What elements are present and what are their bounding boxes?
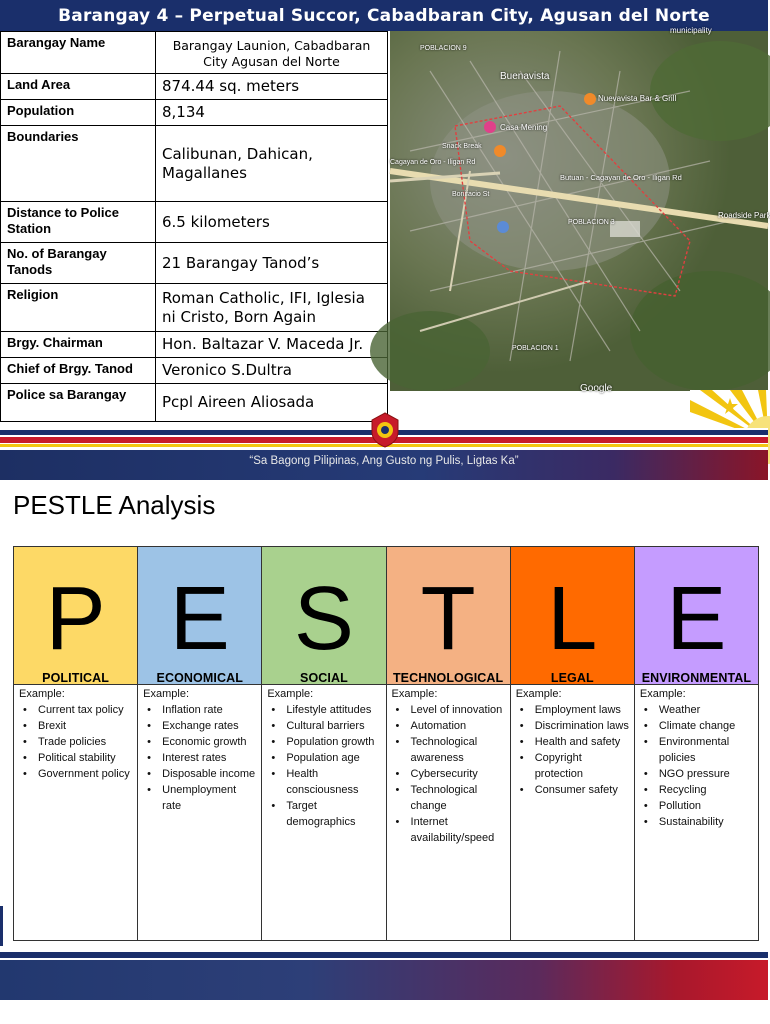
table-row (1, 126, 388, 202)
list-item: • Political stability (19, 750, 133, 766)
example-label: Example: (267, 688, 314, 700)
row-value: 6.5 kilometers (156, 202, 388, 243)
column-body (138, 685, 261, 940)
list-item: • Weather (640, 702, 754, 718)
list-item: • Health and safety (516, 734, 630, 750)
column-header (138, 547, 261, 685)
row-key: Chief of Brgy. Tanod (1, 358, 156, 384)
list-item: • Interest rates (143, 750, 257, 766)
column-letter: E (169, 569, 230, 669)
row-key: Land Area (1, 74, 156, 100)
row-value: Barangay Launion, Cabadbaran City Agusan del Norte (156, 32, 388, 74)
column-letter: E (666, 569, 727, 669)
barangay-profile-slide (0, 0, 768, 480)
row-value: Veronico S.Dultra (156, 358, 388, 384)
map-label-road-left: Cagayan de Oro - Iligan Rd (390, 159, 476, 166)
list-item: • Internet availability/speed (392, 814, 506, 846)
example-list (516, 702, 630, 798)
example-label: Example: (391, 688, 438, 700)
band-thick-stripe (0, 960, 768, 1000)
map-label-poblacion1: POBLACION 1 (512, 345, 559, 352)
list-item: • Environmental policies (640, 734, 754, 766)
example-list (143, 702, 257, 814)
column-header (262, 547, 385, 685)
list-item: • Economic growth (143, 734, 257, 750)
list-item: • Automation (392, 718, 506, 734)
list-item: • Employment laws (516, 702, 630, 718)
pestle-table (13, 546, 759, 941)
map-label-road-main: Butuan - Cagayan de Oro - Iligan Rd (560, 173, 682, 182)
table-row (1, 284, 388, 332)
example-label: Example: (19, 688, 65, 700)
column-letter: S (293, 569, 354, 669)
satellite-map[interactable] (390, 26, 770, 394)
row-key: Police sa Barangay (1, 384, 156, 422)
table-row (1, 358, 388, 384)
list-item: • Climate change (640, 718, 754, 734)
list-item: • Government policy (19, 766, 133, 782)
row-key: Religion (1, 284, 156, 332)
pestle-column-legal (511, 547, 635, 940)
motto-text: “Sa Bagong Pilipinas, Ang Gusto ng Pulis, Ligtas Ka” (249, 455, 519, 467)
list-item: • Technological change (392, 782, 506, 814)
pestle-column-technological (387, 547, 511, 940)
barangay-info-table (0, 31, 388, 422)
column-name: ENVIRONMENTAL (641, 671, 752, 685)
list-item: • Trade policies (19, 734, 133, 750)
list-item: • Inflation rate (143, 702, 257, 718)
column-body (511, 685, 634, 940)
list-item: • Unemployment rate (143, 782, 257, 814)
table-row (1, 202, 388, 243)
row-value: Hon. Baltazar V. Maceda Jr. (156, 332, 388, 358)
list-item: • Copyright protection (516, 750, 630, 782)
map-label-buenavista: Buenavista (500, 71, 550, 82)
example-list (267, 702, 381, 830)
example-list (392, 702, 506, 846)
list-item: • Discrimination laws (516, 718, 630, 734)
row-key: Population (1, 100, 156, 126)
column-body (635, 685, 758, 940)
row-key: Boundaries (1, 126, 156, 202)
list-item: • Current tax policy (19, 702, 133, 718)
example-list (640, 702, 754, 830)
row-value: Calibunan, Dahican, Magallanes (156, 126, 388, 202)
list-item: • Level of innovation (392, 702, 506, 718)
row-key: Distance to Police Station (1, 202, 156, 243)
column-name: POLITICAL (42, 671, 110, 685)
map-label-snackbreak: Snack Break (442, 143, 482, 150)
column-header (511, 547, 634, 685)
table-row (1, 332, 388, 358)
example-label: Example: (143, 688, 190, 700)
map-label-top-right: municipality (670, 26, 712, 35)
map-label-casamening: Casa Mening (500, 123, 548, 132)
row-value: Roman Catholic, IFI, Iglesia ni Cristo, Born Again (156, 284, 388, 332)
column-header (635, 547, 758, 685)
list-item: • Population growth (267, 734, 381, 750)
band-thin-stripe (0, 952, 768, 958)
table-row (1, 100, 388, 126)
pestle-column-economical (138, 547, 262, 940)
pestle-column-environmental (635, 547, 758, 940)
row-value: 8,134 (156, 100, 388, 126)
row-value: 874.44 sq. meters (156, 74, 388, 100)
list-item: • Consumer safety (516, 782, 630, 798)
row-key: Brgy. Chairman (1, 332, 156, 358)
column-letter: T (420, 569, 476, 669)
map-label-nuevavista: Nuevavista Bar & Grill (598, 94, 677, 103)
table-row (1, 384, 388, 422)
column-name: TECHNOLOGICAL (392, 671, 504, 685)
list-item: • Population age (267, 750, 381, 766)
slide-title: Barangay 4 – Perpetual Succor, Cabadbaran City, Agusan del Norte (0, 0, 768, 31)
edge-marker (0, 906, 3, 946)
pestle-column-political (14, 547, 138, 940)
column-name: ECONOMICAL (156, 671, 243, 685)
list-item: • Pollution (640, 798, 754, 814)
map-graphic (390, 31, 768, 391)
map-label-poblacion9: POBLACION 9 (420, 45, 467, 52)
list-item: • Recycling (640, 782, 754, 798)
google-logo: Google (580, 383, 613, 394)
column-letter: L (547, 569, 598, 669)
table-row (1, 74, 388, 100)
list-item: • Cultural barriers (267, 718, 381, 734)
column-body (262, 685, 385, 940)
bottom-decorative-band (0, 952, 768, 1024)
table-row (1, 243, 388, 284)
column-body (387, 685, 510, 940)
row-key: No. of Barangay Tanods (1, 243, 156, 284)
row-value: Pcpl Aireen Aliosada (156, 384, 388, 422)
band-white-space (0, 1000, 768, 1024)
pestle-column-social (262, 547, 386, 940)
list-item: • Exchange rates (143, 718, 257, 734)
column-header (387, 547, 510, 685)
pnp-seal-icon (370, 412, 400, 448)
list-item: • NGO pressure (640, 766, 754, 782)
list-item: • Lifestyle attitudes (267, 702, 381, 718)
pestle-slide (0, 480, 768, 1024)
list-item: • Technological awareness (392, 734, 506, 766)
row-value: 21 Barangay Tanod’s (156, 243, 388, 284)
example-label: Example: (515, 688, 562, 700)
list-item: • Brexit (19, 718, 133, 734)
list-item: • Target demographics (267, 798, 381, 830)
column-header (14, 547, 137, 685)
column-name: LEGAL (550, 671, 594, 685)
map-label-road-vertical: Bonifacio St (452, 191, 490, 198)
list-item: • Sustainability (640, 814, 754, 830)
table-row (1, 32, 388, 74)
row-key: Barangay Name (1, 32, 156, 74)
example-label: Example: (639, 688, 686, 700)
pestle-heading: PESTLE Analysis (13, 490, 216, 520)
map-label-roadside: Roadside Park (718, 211, 770, 220)
list-item: • Disposable income (143, 766, 257, 782)
list-item: • Cybersecurity (392, 766, 506, 782)
column-body (14, 685, 137, 940)
column-name: SOCIAL (300, 671, 348, 685)
example-list (19, 702, 133, 782)
column-letter: P (45, 569, 106, 669)
list-item: • Health consciousness (267, 766, 381, 798)
map-label-poblacion3: POBLACION 3 (568, 219, 615, 226)
